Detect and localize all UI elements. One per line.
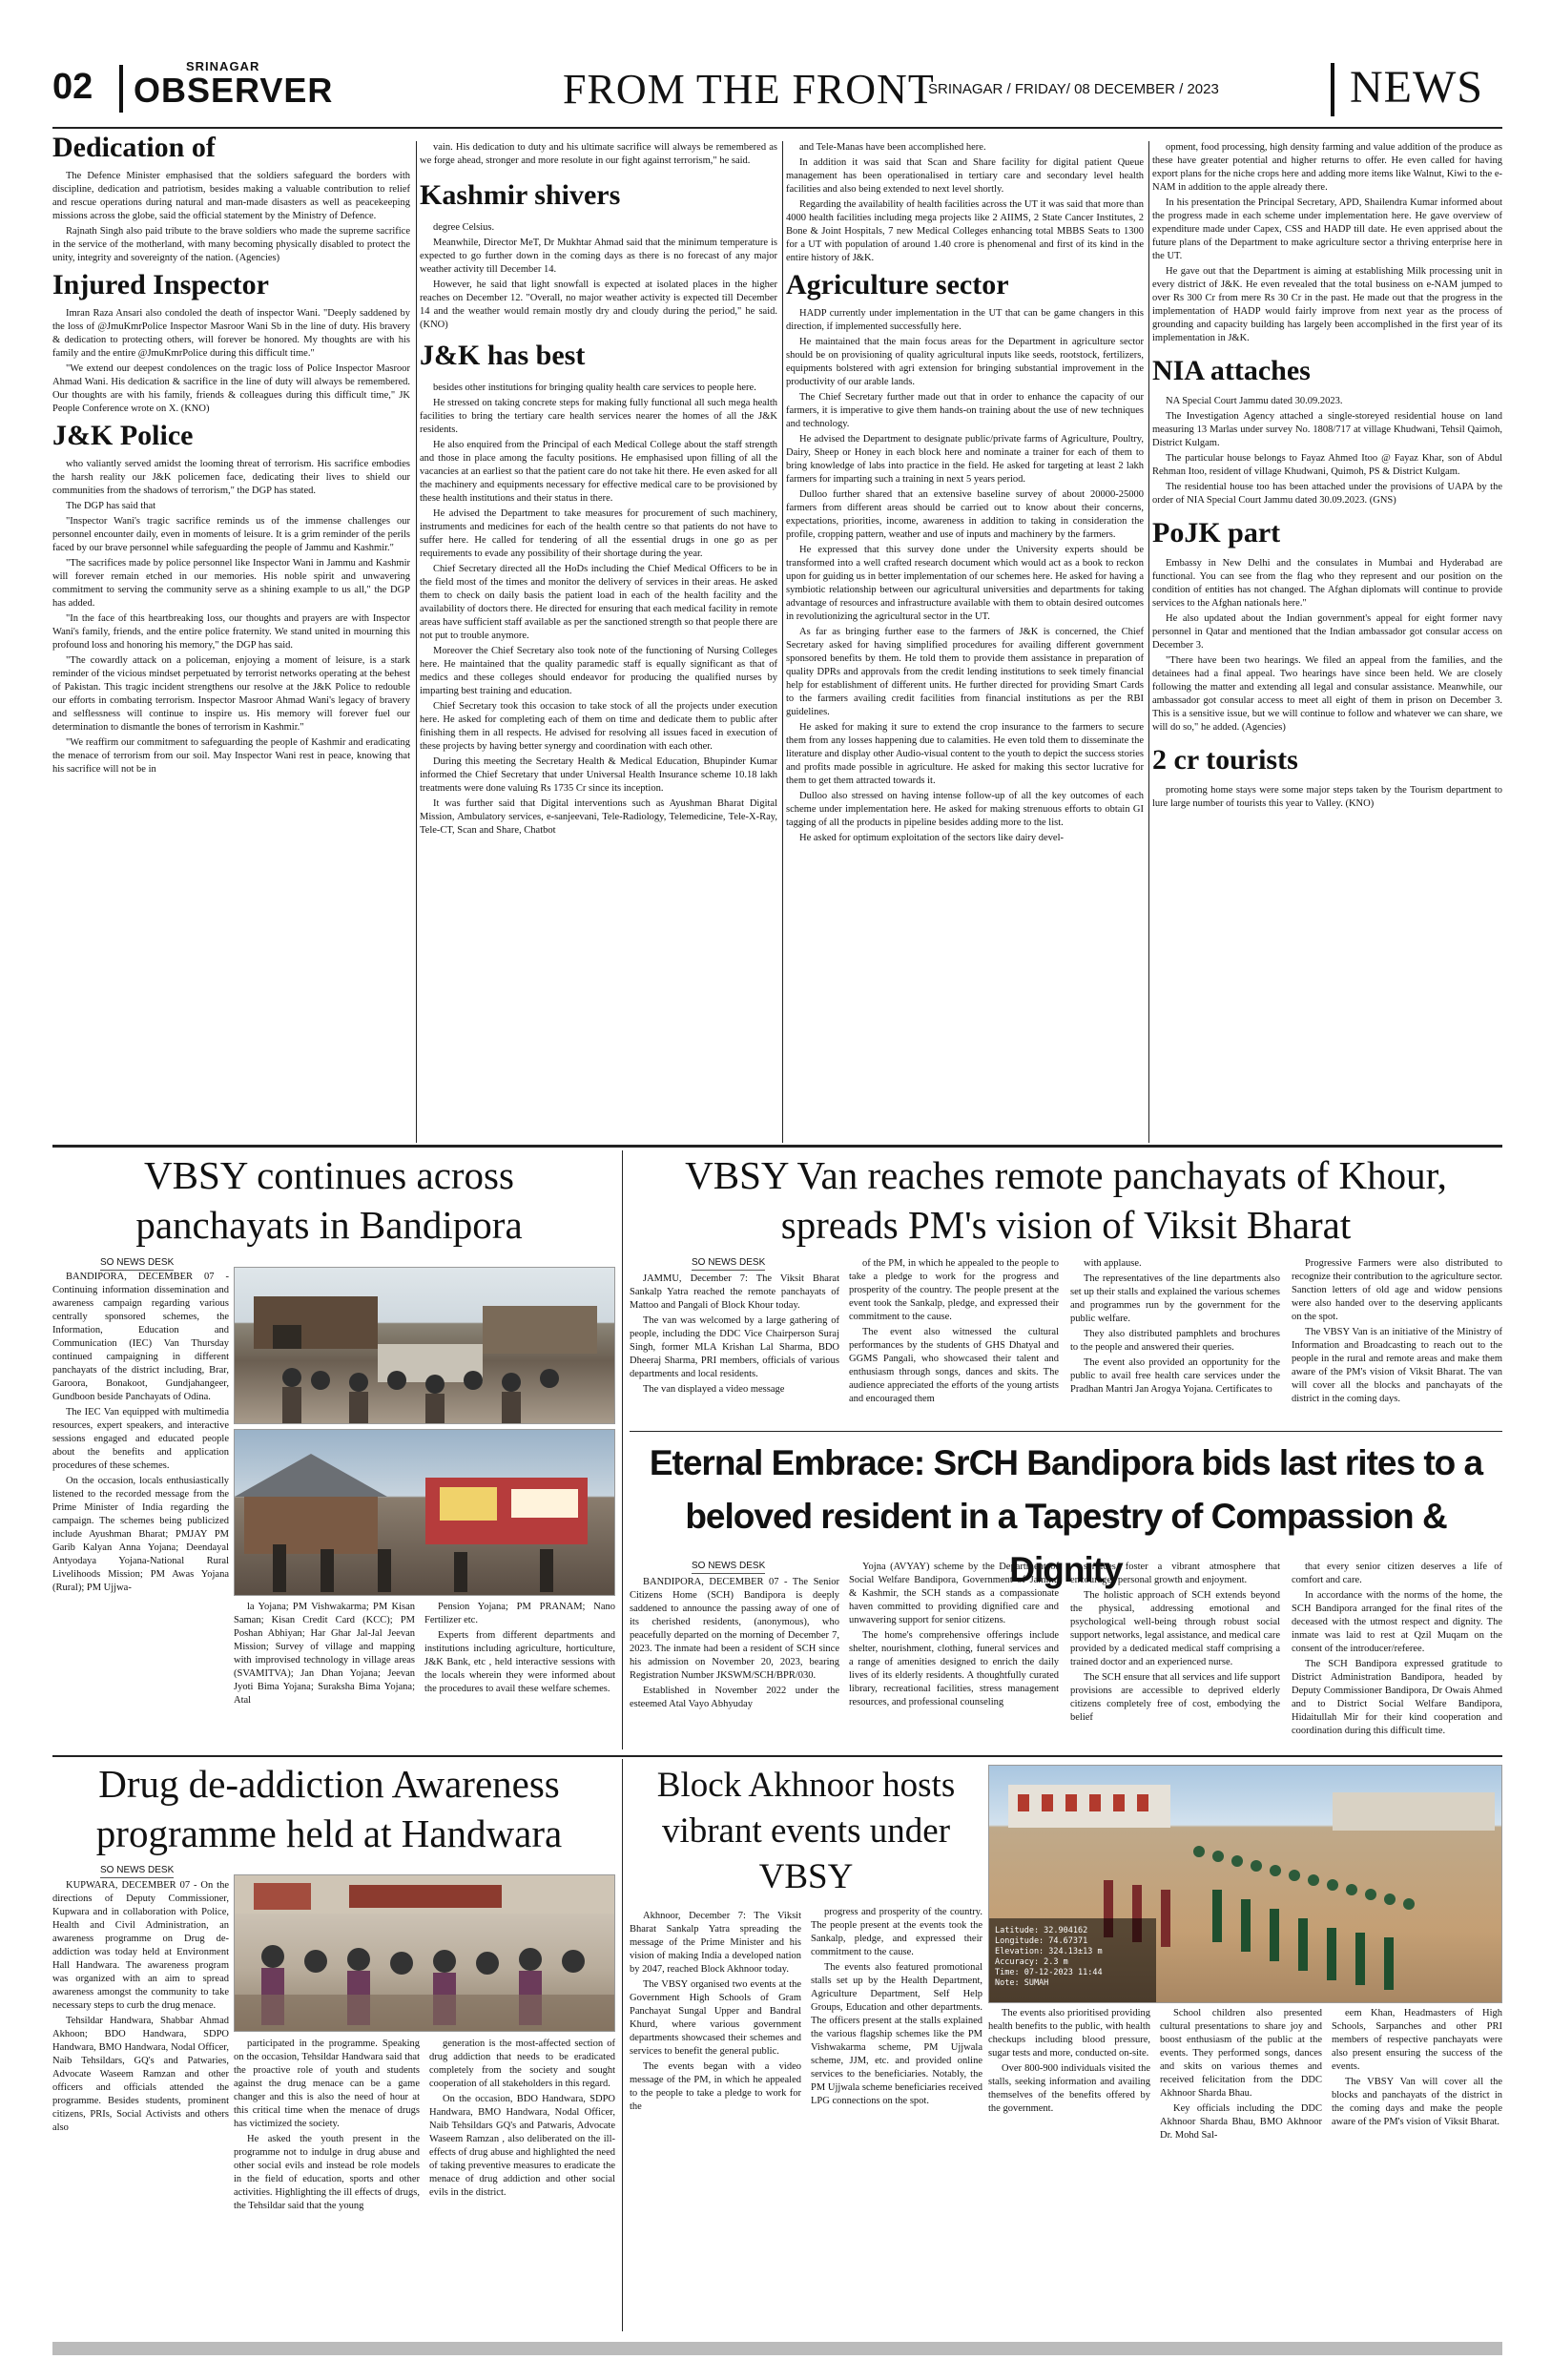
paragraph: Pension Yojana; PM PRANAM; Nano Fertilizer etc. xyxy=(424,1602,615,1625)
page-number: 02 xyxy=(52,67,93,107)
byline: SO NEWS DESK xyxy=(100,1257,174,1271)
paragraph: eem Khan, Headmasters of High Schools, Sarpanches and other PRI members of respective panchayats were also present ensuring the success of the events. xyxy=(1332,2008,1502,2072)
story-text xyxy=(786,307,1144,845)
story-text xyxy=(1292,1561,1502,1751)
column-2 xyxy=(420,141,777,1143)
paragraph: He asked for making it sure to extend the crop insurance to the farmers to secure them from any losses happening due to calamities. He even told them to disseminate the literature and display other Audio-visual content to the youth to depict the success stories and profits made possible in agriculture. He asked for making this sector lucrative for them to get them attracted towards it. xyxy=(786,722,1144,786)
story-text xyxy=(1160,2007,1322,2322)
paragraph: Tehsildar Handwara, Shabbar Ahmad Akhoon; BDO Handwara, SDPO Handwara, BMO Handwara, Nodal Officer, Naib Tehsildars, GQ's and Patwaries, Advocate Waseem Ramzan and other officers and officials attended the programme. Besides students, prominent citizens, PRIs, Social Activists and others also xyxy=(52,2016,229,2133)
paragraph: The van was welcomed by a large gathering of people, including the DDC Vice Chairperson Suraj Singh, former MLA Krishan Lal Sharma, BDO Dheeraj Sharma, PRI members, officials of various departments and local residents. xyxy=(630,1315,839,1379)
paragraph: Chief Secretary took this occasion to take stock of all the projects under execution here. He asked for completing each of them on time and dedicate them to public after finishing them in all respects. He advised for resolving all issues faced in execution of these projects by having better synergy and coordination with each other. xyxy=(420,701,777,752)
story-text xyxy=(1152,395,1502,507)
photo-iec-van-village xyxy=(234,1429,615,1596)
paragraph: It was further said that Digital interventions such as Ayushman Bharat Digital Mission, Ambulatory services, e-sanjeevani, Tele-Radiology, Telemedicine, Tele-X-Ray, Tele-CT, Scan and Share, Chatbot xyxy=(420,798,777,836)
photo-content xyxy=(235,1268,615,1424)
headline-drug-deaddiction: Drug de-addiction Awareness programme held at Handwara xyxy=(95,1762,563,1855)
headline-nia-attaches: NIA attaches xyxy=(1152,355,1311,386)
paragraph: The Defence Minister emphasised that the soldiers safeguard the borders with discipline, dedication and patriotism, besides making a valuable contribution to relief and rescue operations during natural and man-made disasters as well as peacekeeping missions across the globe, said the official statement by the Ministry of Defence. xyxy=(52,171,410,221)
paragraph: The van displayed a video message xyxy=(643,1384,785,1395)
column-4 xyxy=(1152,141,1502,1143)
byline: SO NEWS DESK xyxy=(692,1257,765,1271)
masthead-divider xyxy=(119,65,123,113)
paragraph: Rajnath Singh also paid tribute to the brave soldiers who made the supreme sacrifice in the service of the motherland, with many becoming physically disabled to protect the unity, integrity and sovereignty of the nation. (Agencies) xyxy=(52,226,410,263)
paragraph: progress and prosperity of the country. The people present at the events took the Sankalp, pledge, and expressed their commitment to the cause. xyxy=(811,1907,982,1957)
paragraph: Yojna (AVYAY) scheme by the Department of Social Welfare Bandipora, Government of Jammu & Kashmir, the SCH stands as a compassionate haven committed to providing dignified care and unwavering support for senior citizens. xyxy=(849,1562,1059,1625)
paragraph: la Yojana; PM Vishwakarma; PM Kisan Saman; Kisan Credit Card (KCC); PM Poshan Abhiyan; Har Ghar Jal-Jal Jeevan Mission; Survey of village and mapping with improvised technology in village areas (SVAMITVA); Jan Dhan Yojana; Jeevan Jyoti Bima Yojana; Suraksha Bima Yojana; Atal xyxy=(234,1602,415,1706)
column-rule xyxy=(782,141,783,1143)
story-text xyxy=(786,141,1144,265)
paragraph: and Tele-Manas have been accomplished here. xyxy=(799,142,986,153)
paragraph: On the occasion, BDO Handwara, SDPO Handwara, BMO Handwara, Nodal Officer, Naib Tehsildars GQ's and Patwaris, Advocate Waseem Ramzan , also deliberated on the ill-effects of drug abuse and highlighted the need of taking preventive measures to eradicate the menace of drug addiction and other social evils in the district. xyxy=(429,2094,615,2198)
paragraph: The particular house belongs to Fayaz Ahmed Itoo @ Fayaz Khar, son of Abdul Rehman Itoo, resident of village Khudwani, Quimoh, PS & District Kulgam. xyxy=(1152,453,1502,477)
story-text xyxy=(849,1561,1059,1751)
paragraph: The DGP has said that xyxy=(66,501,156,511)
paragraph: The events began with a video message of the PM, in which he appealed to the people to take a pledge to work for the xyxy=(630,2061,801,2112)
paragraph: He also enquired from the Principal of each Medical College about the staff strength and those in place among the faculty positions. He emphasised upon filling of all the vacancies at an earliest so that the patient care do not take hit there. He even asked for all the machinery and equipments necessary for effective medical care to be provisioned by these health institutions and their status in there. xyxy=(420,440,777,504)
headline-dedication: Dedication of xyxy=(52,132,216,163)
headline-eternal-embrace: Eternal Embrace: SrCH Bandipora bids last rites to a beloved resident in a Tapestry of Compassion & Dignity xyxy=(649,1443,1483,1589)
paragraph: Dulloo also stressed on having intense follow-up of all the key outcomes of each scheme under implementation here. He asked for making strenuous efforts to obtain GI tagging of all the products in pipeline besides adding more to the list. xyxy=(786,791,1144,828)
footer-bar xyxy=(52,2342,1502,2355)
paragraph: "We extend our deepest condolences on the tragic loss of Police Inspector Masroor Ahmad Wani. His dedication & sacrifice in the line of duty will always be remembered. Our thoughts are with his family, friends & colleagues during this difficult time," JK People Conference wrote on X. (KNO) xyxy=(52,363,410,414)
paragraph: School children also presented cultural presentations to share joy and boost enthusiasm of the public at the events. They performed songs, dances and skits on various themes and received felicitation from the DDC Akhnoor Sharda Bhau. xyxy=(1160,2008,1322,2099)
gps-line: Accuracy: 2.3 m xyxy=(995,1957,1068,1967)
byline: SO NEWS DESK xyxy=(692,1561,765,1574)
paragraph: He maintained that the main focus areas for the Department in agriculture sector should be on provisioning of quality agricultural inputs like seeds, rootstock, fertilizers, equipments bolstered with agri extension for bringing substantial improvement in the productivity of our arable lands. xyxy=(786,337,1144,387)
paragraph: degree Celsius. xyxy=(433,222,495,233)
paragraph: KUPWARA, DECEMBER 07 - On the directions of Deputy Commissioner, Kupwara and in collaboration with Police, Health and Civil Administration, an awareness programme on Drug de-addiction was today held at Environment Hall Handwara. The awareness program was organized with an aim to spread awareness amongst the community to take necessary steps to curb the drug menace. xyxy=(52,1880,229,2011)
paragraph: He asked the youth present in the programme not to indulge in drug abuse and other social evils and instead be role models in the field of education, sports and other activities. Highlighting the ill effects of drugs, the Tehsildar said that the young xyxy=(234,2134,420,2211)
byline: SO NEWS DESK xyxy=(100,1865,174,1878)
paragraph: BANDIPORA, DECEMBER 07 - The Senior Citizens Home (SCH) Bandipora is deeply saddened to announce the passing away of one of its cherished residents, (anonymous), who peacefully departed on the morning of December 7, 2023. The inmate had been a resident of SCH since his admission on November 20, 2023, bearing Registration Number JKSWM/SCH/BPR/030. xyxy=(630,1577,839,1681)
story-text xyxy=(52,458,410,776)
section-rule xyxy=(52,1755,1502,1757)
paragraph: participated in the programme. Speaking on the occasion, Tehsildar Handwara said that the proactive role of youth and students against the drug menace can be a game changer and this is also the need of hour at this critical time when the menace of drugs has victimized the society. xyxy=(234,2039,420,2129)
photo-content xyxy=(235,1875,615,2032)
section-title: FROM THE FRONT xyxy=(563,66,935,113)
paragraph: "There have been two hearings. We filed an appeal from the families, and the detainees had a final appeal. Two hearings have since been held. We are closely following the matter and extending all legal and consular assistance. Meanwhile, our ambassador got consular access to meet all eight of them in prison on December 3. This is a sensitive issue, but we will continue to follow and whatever we can share, we will do so," he added. (Agencies) xyxy=(1152,655,1502,733)
paragraph: He also updated about the Indian government's appeal for eight former navy personnel in Qatar and mentioned that the Indian ambassador got consular access on December 3. xyxy=(1152,613,1502,651)
paragraph: Meanwhile, Director MeT, Dr Mukhtar Ahmad said that the minimum temperature is expected to go further down in the coming days as there is no forecast of any major weather activity till December 14. xyxy=(420,238,777,275)
headline-vbsy-bandipora: VBSY continues across panchayats in Bandipora xyxy=(135,1153,523,1247)
paragraph: promoting home stays were some major steps taken by the Tourism department to lure large number of tourists this year to Valley. (KNO) xyxy=(1152,785,1502,809)
paragraph: The Chief Secretary further made out that in order to enhance the capacity of our farmers, it is imperative to give them hands-on training about the use of new techniques and technology. xyxy=(786,392,1144,429)
paragraph: The events also prioritised providing health benefits to the public, with health checkups including blood pressure, sugar tests and more, conducted on-site. xyxy=(988,2008,1150,2059)
column-rule xyxy=(416,141,417,1143)
column-1 xyxy=(52,132,410,1143)
section-rule xyxy=(630,1431,1502,1432)
headline-pojk-part: PoJK part xyxy=(1152,517,1281,548)
paragraph: Experts from different departments and institutions including agriculture, horticulture, J&K Bank, etc , held interactive sessions with the locals wherein they were informed about the procedures to avail these welfare schemes. xyxy=(424,1630,615,1694)
paragraph: The VBSY Van will cover all the blocks and panchayats of the district in the coming days and make the people aware of the PM's vision of Viksit Bharat. xyxy=(1332,2077,1502,2127)
paragraph: The residential house too has been attached under the provisions of UAPA by the order of NIA Special Court Jammu dated 30.09.2023. (GNS) xyxy=(1152,482,1502,506)
paragraph: The events also featured promotional stalls set up by the Health Department, Agriculture Department, Self Help Groups, Education and other departments. The officers present at the stalls explained the various flagship schemes like the PM Vishwakarma scheme, PM Ujjwala scheme, JJM, etc. and provided online services to the beneficiaries. Notably, the PM Ujjwala scheme beneficiaries received LPG connections on the spot. xyxy=(811,1962,982,2106)
headline-vbsy-khour: VBSY Van reaches remote panchayats of Khour, spreads PM's vision of Viksit Bharat xyxy=(685,1153,1447,1247)
gps-line: Time: 07-12-2023 11:44 xyxy=(995,1968,1103,1977)
story-text xyxy=(630,1910,801,2329)
paragraph: The holistic approach of SCH extends beyond the physical, addressing emotional and psychological well-being through robust social support networks, legal assistance, and medical care provided by a dedicated medical staff comprising a trained doctor and an experienced nurse. xyxy=(1070,1590,1280,1667)
paragraph: The representatives of the line departments also set up their stalls and explained the various schemes and programmes run by the government for the public welfare. xyxy=(1070,1273,1280,1324)
paragraph: BANDIPORA, DECEMBER 07 - Continuing information dissemination and awareness campaign regarding various centrally sponsored schemes, the Information, Education and Communication (IEC) Van Thursday continued campaigning in different panchayats of the district including, Brar, Garoora, Bonakoot, Gundjahangeer, Gundboon beside Panchayats of Odina. xyxy=(52,1272,229,1402)
paragraph: "In the face of this heartbreaking loss, our thoughts and prayers are with Inspector Wani's family, friends, and the entire police fraternity. We stand united in mourning this profound loss and honoring his memory," the DGP has said. xyxy=(52,613,410,651)
paragraph: that every senior citizen deserves a life of comfort and care. xyxy=(1292,1562,1502,1585)
story-text xyxy=(849,1257,1059,1429)
paragraph: The event also provided an opportunity for the public to avail free health care services under the Pradhan Mantri Jan Arogya Yojana. Certificates to xyxy=(1070,1357,1280,1395)
story-text xyxy=(1070,1257,1280,1429)
paragraph: The SCH Bandipora expressed gratitude to District Administration Bandipora, headed by Deputy Commissioner Bandipora, Dr Owais Ahmed and to District Social Welfare Bandipora, Hidaitullah Mir for their kind cooperation and coordination during this difficult time. xyxy=(1292,1659,1502,1736)
paragraph: opment, food processing, high density farming and value addition of the produce as these have greater potential and higher returns to offer. He even called for having export plans for the niche crops here and adding more items like Walnut, Kiwi to the e-NAM in addition to the apple already there. xyxy=(1152,142,1502,193)
gps-line: Elevation: 324.13±13 m xyxy=(995,1947,1103,1956)
paragraph: He gave out that the Department is aiming at establishing Milk processing unit in every district of J&K. He even revealed that the total business on e-NAM jumped to over Rs 300 Cr from mere Rs 30 Cr in the past. He made out that the progress in the implementation of HADP would fairly improve from next year as the process of grounding and capacity building has largely been accomplished in the first year of its implementation in J&K. xyxy=(1152,266,1502,343)
story-text xyxy=(1332,2007,1502,2322)
paragraph: vain. His dedication to duty and his ultimate sacrifice will always be remembered as we forge ahead, stronger and more resolute in our fight against terrorism," he said. xyxy=(420,142,777,166)
paragraph: He stressed on taking concrete steps for making fully functional all such mega health facilities to bring the tertiary care health services nearer the homes of all the J&K residents. xyxy=(420,398,777,435)
paragraph: On the occasion, locals enthusiastically listened to the recorded message from the Prime Minister of India regarding the campaign. The schemes being publicized include Ayushman Bharat; PMJAY PM Garib Kalyan Anna Yojana; Deendayal Antyodaya Yojana-National Rural Livelihoods Mission; PM Awas Yojana (Rural); PM Ujjwa- xyxy=(52,1476,229,1593)
paragraph: In accordance with the norms of the home, the SCH Bandipora arranged for the final rites of the deceased with the utmost respect and dignity. The inmate was laid to rest at Qzil Muqam on the consent of the introducer/referee. xyxy=(1292,1590,1502,1654)
paragraph: Regarding the availability of health facilities across the UT it was said that more than 4000 health facilities including mega projects like 2 AIIMS, 2 State Cancer Institutes, 2 Bone & Joint Hospitals, 7 new Medical Colleges enhancing total MBBS Seats to 1300 for a UT with population of around 1.40 crore is phenomenal and first of its kind in the entire history of J&K. xyxy=(786,199,1144,263)
masthead xyxy=(52,57,1502,129)
story-text xyxy=(52,307,410,416)
paragraph: In addition it was said that Scan and Share facility for digital patient Queue management has been operationalised in tertiary care and secondary level health facilities and also being extended to next level shortly. xyxy=(786,157,1144,195)
story-text xyxy=(1152,557,1502,735)
story-text xyxy=(429,2038,615,2324)
publication-city: SRINAGAR xyxy=(186,59,260,73)
story-text xyxy=(420,221,777,332)
gps-line: Note: SUMAH xyxy=(995,1978,1049,1988)
paragraph: generation is the most-affected section of drug addiction that needs to be eradicated completely from the society and sought cooperation of all stakeholders in this regard. xyxy=(429,2039,615,2089)
headline-jk-police: J&K Police xyxy=(52,420,194,451)
paragraph: Chief Secretary directed all the HoDs including the Chief Medical Officers to be in the field most of the times and monitor the delivery of services in their areas. He asked them to check on daily basis the patient load in each of the health facility and the availability of doctors there. He directed for ensuring that each medical facility in remote areas have sufficient staff available as per the sanctioned strength so that people there are not put to trouble anymore. xyxy=(420,564,777,641)
story-text xyxy=(1292,1257,1502,1429)
story-text xyxy=(52,1879,229,2323)
paragraph: besides other institutions for bringing quality health care services to people here. xyxy=(433,383,756,393)
story-text xyxy=(234,2038,420,2324)
publication-name: OBSERVER xyxy=(134,71,334,110)
paragraph: JAMMU, December 7: The Viksit Bharat Sankalp Yatra reached the remote panchayats of Mattoo and Pangali of Block Khour today. xyxy=(630,1273,839,1311)
paragraph: services foster a vibrant atmosphere that encourages personal growth and enjoyment. xyxy=(1070,1562,1280,1585)
paragraph: Key officials including the DDC Akhnoor Sharda Bhau, BMO Akhnoor Dr. Mohd Sal- xyxy=(1160,2103,1322,2141)
photo-akhnoor-event xyxy=(988,1765,1502,2003)
paragraph: He advised the Department to designate public/private farms of Agriculture, Poultry, Dairy, Sheep or Honey in each block here and nominate a trainer for each of them to bring knowledge of labs into practice in the field. He asked for targeting at least 2 lakh farmers for imparting such a training in next 5 years period. xyxy=(786,434,1144,485)
story-text xyxy=(988,2007,1150,2322)
paragraph: The IEC Van equipped with multimedia resources, expert speakers, and interactive sessions engaged and educated people about the benefits and application procedures of these schemes. xyxy=(52,1407,229,1471)
photo-iec-van-gathering xyxy=(234,1267,615,1424)
paragraph: who valiantly served amidst the looming threat of terrorism. His sacrifice embodies the harsh reality our J&K policemen face, dedicating their lives to shield our communities from the shadows of terrorism," the DGP has stated. xyxy=(52,459,410,496)
paragraph: In his presentation the Principal Secretary, APD, Shailendra Kumar informed about the progress made in each scheme under implementation here. He gave overview of expenditure made under Capex, CSS and HADP till date. He even apprised about the future plans of the Department to make agriculture sector a thriving enterprise here in the UT. xyxy=(1152,197,1502,261)
story-text xyxy=(811,1906,982,2326)
story-text xyxy=(630,1273,839,1430)
section-label: NEWS xyxy=(1350,62,1483,113)
column-rule xyxy=(622,1150,623,1749)
paragraph: He advised the Department to take measures for procurement of such machinery, instruments and medicines for each of the health centre so that patients do not have to suffer here. He called for tendering of all the essential drugs in one go as per requirements to evade any possibility of their shortage during the year. xyxy=(420,508,777,559)
story-text xyxy=(1070,1561,1280,1751)
story-text xyxy=(424,1601,615,1753)
column-rule xyxy=(622,1759,623,2331)
column-rule xyxy=(1148,141,1149,1143)
paragraph: "We reaffirm our commitment to safeguarding the people of Kashmir and eradicating the menace of terrorism from our soil. May Inspector Wani rest in peace, knowing that his sacrifice will not be in xyxy=(52,737,410,775)
paragraph: He asked for optimum exploitation of the sectors like dairy devel- xyxy=(799,833,1065,843)
paragraph: They also distributed pamphlets and brochures to the people and answered their queries. xyxy=(1070,1329,1280,1353)
photo-awareness-hall xyxy=(234,1874,615,2032)
gps-line: Latitude: 32.904162 xyxy=(995,1926,1088,1935)
paragraph: with applause. xyxy=(1084,1258,1142,1269)
paragraph: Imran Raza Ansari also condoled the death of inspector Wani. "Deeply saddened by the loss of @JmuKmrPolice Inspector Masroor Wani Sb in the line of duty. His bravery & dedication to protecting others, will forever be honored. My thoughts are with his family and the entire @JmuKmrPolice during this difficult time." xyxy=(52,308,410,359)
gps-overlay xyxy=(995,1926,1152,1989)
paragraph: Dulloo further shared that an extensive baseline survey of about 20000-25000 farmers from different areas should be carried out to know about their concerns, expectations, priorities, income, awareness in addition to taking in consideration the profile, cropping pattern, weather and use of inputs and machinery by the farmers. xyxy=(786,489,1144,540)
paragraph: "Inspector Wani's tragic sacrifice reminds us of the immense challenges our personnel encounter daily, even in moments of leisure. It is a grim reminder of the perils faced by our brave personnel while safeguarding the people of Jammu and Kashmir." xyxy=(52,516,410,553)
section-rule xyxy=(52,1145,1502,1148)
photo-content xyxy=(235,1430,615,1596)
paragraph: Embassy in New Delhi and the consulates in Mumbai and Hyderabad are functional. You can see from the flag who they represent and our position on the condition of entities has not changed. The Afghan diplomats will continue to provide services to the Afghan nationals here." xyxy=(1152,558,1502,609)
headline-block-akhnoor: Block Akhnoor hosts vibrant events under VBSY xyxy=(656,1766,956,1896)
story-text xyxy=(234,1601,415,1753)
paragraph: Progressive Farmers were also distributed to recognize their contribution to the agriculture sector. Sanction letters of old age and widow pensions were also handed over to the deserving applicants on the spot. xyxy=(1292,1258,1502,1322)
paragraph: "The sacrifices made by police personnel like Inspector Wani in Jammu and Kashmir will forever remain etched in our memories. His noble spirit and unwavering commitment to serving the community serve as a shining example to us all," the DGP has added. xyxy=(52,558,410,609)
paragraph: The VBSY organised two events at the Government High Schools of Gram Panchayat Sungal Upper and Bandral Khurd, where various government departments showcased their schemes and services to benefit the general public. xyxy=(630,1979,801,2057)
paragraph: "The cowardly attack on a policeman, enjoying a moment of leisure, is a stark reminder of the vicious mindset perpetuated by terrorist networks operating at the behest of Pakistan. This tragic incident strengthens our resolve at the J&K Police to redouble our efforts in combating terrorism. Inspector Masroor Ahmad Wani's legacy of bravery and selflessness will continue to inspire us. His memory will forever fuel our determination to dismantle the bones of terrorism in Kashmir." xyxy=(52,655,410,733)
story-text xyxy=(1152,784,1502,811)
paragraph: The SCH ensure that all services and life support provisions are accessible to deprived elderly citizens completely free of cost, embodying the belief xyxy=(1070,1672,1280,1723)
paragraph: The home's comprehensive offerings include shelter, nourishment, clothing, funeral services and a range of amenities designed to enrich the daily lives of its elderly residents. A thoughtfully curated library, recreational facilities, stress management resources, and professional counseling xyxy=(849,1630,1059,1707)
story-text xyxy=(1152,141,1502,345)
paragraph: HADP currently under implementation in the UT that can be game changers in this direction, if implemented successfully here. xyxy=(786,308,1144,332)
dateline: SRINAGAR / FRIDAY/ 08 DECEMBER / 2023 xyxy=(928,81,1219,97)
headline-jk-has-best: J&K has best xyxy=(420,340,586,371)
paragraph: However, he said that light snowfall is expected at isolated places in the higher reaches on December 12. "Overall, no major weather activity is expected till December 14 and the weather would remain mostly dry and cloudy during the period," he said. (KNO) xyxy=(420,279,777,330)
paragraph: Established in November 2022 under the esteemed Atal Vayo Abhyuday xyxy=(630,1686,839,1709)
headline-2-cr-tourists: 2 cr tourists xyxy=(1152,744,1298,776)
story-text xyxy=(52,170,410,265)
paragraph: The Investigation Agency attached a single-storeyed residential house on land measuring 13 Marlas under survey No. 1808/717 at village Khudwani, Tehsil Qaimoh, District Kulgam. xyxy=(1152,411,1502,448)
paragraph: of the PM, in which he appealed to the people to take a pledge to work for the progress and prosperity of the country. The people present at the event took the Sankalp, pledge, and expressed their commitment to the cause. xyxy=(849,1258,1059,1322)
headline-injured-inspector: Injured Inspector xyxy=(52,269,269,300)
story-text xyxy=(52,1271,229,1748)
story-text xyxy=(420,141,777,168)
paragraph: The VBSY Van is an initiative of the Ministry of Information and Broadcasting to reach out to the people in the rural and remote areas and make them aware of the PM's vision of Viksit Bharat. The van will cover all the blocks and panchayats of the district in the coming days. xyxy=(1292,1327,1502,1404)
story-text xyxy=(630,1576,839,1752)
paragraph: Moreover the Chief Secretary also took note of the functioning of Nursing Colleges here. He maintained that the quality paramedic staff is equally significant as that of medics and these colleges should endeavor for producing the qualified nurses by imparting best training and education. xyxy=(420,646,777,696)
paragraph: Akhnoor, December 7: The Viksit Bharat Sankalp Yatra spreading the message of the Prime Minister and his vision of making India a developed nation by 2047, reached Block Akhnoor today. xyxy=(630,1911,801,1975)
paragraph: He expressed that this survey done under the University experts should be transformed into a well crafted research document which would act as a book to reckon upon for guiding us in better implementation of our schemes here. He asked for having a symbiotic relationship between our agricultural universities and departments for taking advantage of resources and infrastructure available with them to obtain desired outcomes in revolutionizing the agricultural sector in the UT. xyxy=(786,545,1144,622)
paragraph: Over 800-900 individuals visited the stalls, seeking information and availing themselves of the benefits offered by the government. xyxy=(988,2063,1150,2114)
story-text xyxy=(420,382,777,838)
paragraph: During this meeting the Secretary Health & Medical Education, Bhupinder Kumar informed the Chief Secretary that under Universal Health Insurance scheme 10.18 lakh treatments were done valuing Rs 1735 Cr since its inception. xyxy=(420,756,777,794)
gps-line: Longitude: 74.67371 xyxy=(995,1936,1088,1946)
paragraph: NA Special Court Jammu dated 30.09.2023. xyxy=(1166,396,1343,406)
masthead-divider xyxy=(1331,63,1334,116)
paragraph: As far as bringing further ease to the farmers of J&K is concerned, the Chief Secretary asked for having simplified procedures for availing different government sponsored benefits by them. He told them to provide them assistance in preparation of quality DPRs and approvals from the credit lending institutions to seek timely financial help for establishment of different units. He further directed for providing Smart Cards to the farmers availing credit facilities from financial institutions as per the RBI guidelines. xyxy=(786,627,1144,717)
column-3 xyxy=(786,141,1144,1143)
headline-kashmir-shivers: Kashmir shivers xyxy=(420,179,621,211)
headline-agriculture-sector: Agriculture sector xyxy=(786,269,1009,300)
paragraph: The event also witnessed the cultural performances by the students of GHS Dhatyal and GGMS Pangali, who showcased their talent and enthusiasm through songs, dances and skits. The audience appreciated the efforts of the young artists and encouraged them xyxy=(849,1327,1059,1404)
